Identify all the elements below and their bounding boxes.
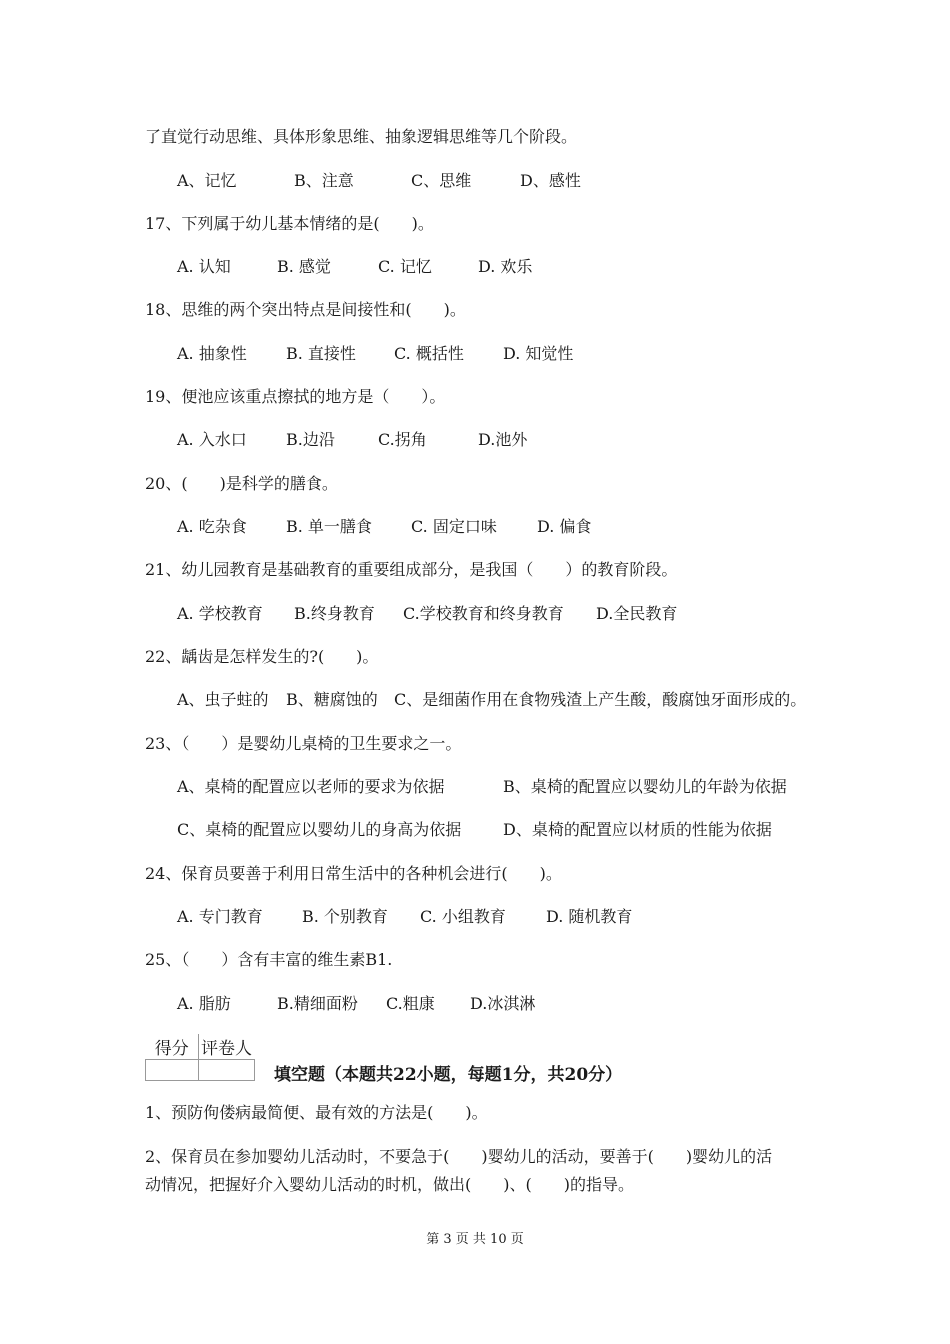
option: B.终身教育	[294, 604, 375, 623]
option: D.全民教育	[596, 604, 678, 623]
option: B、注意	[294, 171, 354, 190]
option: B、桌椅的配置应以婴幼儿的年龄为依据	[503, 777, 787, 796]
option: B、糖腐蚀的	[286, 690, 378, 709]
option: C.学校教育和终身教育	[403, 604, 564, 623]
question-22-stem: 22、龋齿是怎样发生的?( )。	[145, 647, 379, 666]
option: A. 专门教育	[177, 907, 263, 926]
option: C. 小组教育	[420, 907, 506, 926]
option: A、记忆	[177, 171, 237, 190]
option: D. 知觉性	[503, 344, 574, 363]
grader-header: 评卷人	[199, 1034, 255, 1060]
fill-blank-2: 2、保育员在参加婴幼儿活动时，不要急于( )婴幼儿的活动，要善于( )婴幼儿的活	[145, 1147, 773, 1166]
option: A. 学校教育	[177, 604, 263, 623]
score-table	[145, 1034, 255, 1081]
option: C. 固定口味	[411, 517, 497, 536]
score-cell	[146, 1060, 199, 1081]
score-header: 得分	[146, 1034, 199, 1060]
grader-cell	[199, 1060, 255, 1081]
option: A. 认知	[177, 257, 231, 276]
option: D. 偏食	[537, 517, 592, 536]
question-20-stem: 20、( )是科学的膳食。	[145, 474, 338, 493]
fill-blank-2-continued: 动情况，把握好介入婴幼儿活动的时机，做出( )、( )的指导。	[145, 1175, 634, 1194]
option: C.拐角	[378, 430, 427, 449]
option: D. 欢乐	[478, 257, 533, 276]
option: B.边沿	[286, 430, 335, 449]
question-24-stem: 24、保育员要善于利用日常生活中的各种机会进行( )。	[145, 864, 562, 883]
option: D. 随机教育	[546, 907, 633, 926]
option: C. 记忆	[378, 257, 432, 276]
option: C.粗康	[386, 994, 435, 1013]
option: C. 概括性	[394, 344, 464, 363]
fill-blank-1: 1、预防佝偻病最简便、最有效的方法是( )。	[145, 1103, 488, 1122]
question-19-stem: 19、便池应该重点擦拭的地方是（ ）。	[145, 387, 446, 406]
option: D、感性	[520, 171, 581, 190]
question-18-stem: 18、思维的两个突出特点是间接性和( )。	[145, 300, 466, 319]
question-17-stem: 17、下列属于幼儿基本情绪的是( )。	[145, 214, 434, 233]
option: B. 直接性	[286, 344, 356, 363]
option: C、是细菌作用在食物残渣上产生酸，酸腐蚀牙面形成的。	[394, 690, 807, 709]
question-stem-continuation: 了直觉行动思维、具体形象思维、抽象逻辑思维等几个阶段。	[145, 127, 578, 146]
question-25-stem: 25、（ ）含有丰富的维生素B1.	[145, 950, 393, 969]
option: B. 个别教育	[302, 907, 388, 926]
page-footer: 第 3 页 共 10 页	[426, 1232, 524, 1247]
option: D.冰淇淋	[470, 994, 536, 1013]
option: D.池外	[478, 430, 528, 449]
option: A、虫子蛀的	[177, 690, 269, 709]
section-title: 填空题（本题共22小题，每题1分，共20分）	[274, 1065, 623, 1085]
option: B.精细面粉	[277, 994, 358, 1013]
option: A. 吃杂食	[177, 517, 247, 536]
option: D、桌椅的配置应以材质的性能为依据	[503, 820, 772, 839]
option: C、思维	[411, 171, 472, 190]
option: B. 感觉	[277, 257, 331, 276]
option: C、桌椅的配置应以婴幼儿的身高为依据	[177, 820, 462, 839]
option: A、桌椅的配置应以老师的要求为依据	[177, 777, 445, 796]
question-23-stem: 23、（ ）是婴幼儿桌椅的卫生要求之一。	[145, 734, 462, 753]
option: A. 入水口	[177, 430, 247, 449]
option: B. 单一膳食	[286, 517, 372, 536]
option: A. 脂肪	[177, 994, 231, 1013]
question-21-stem: 21、幼儿园教育是基础教育的重要组成部分，是我国（ ）的教育阶段。	[145, 560, 678, 579]
option: A. 抽象性	[177, 344, 247, 363]
